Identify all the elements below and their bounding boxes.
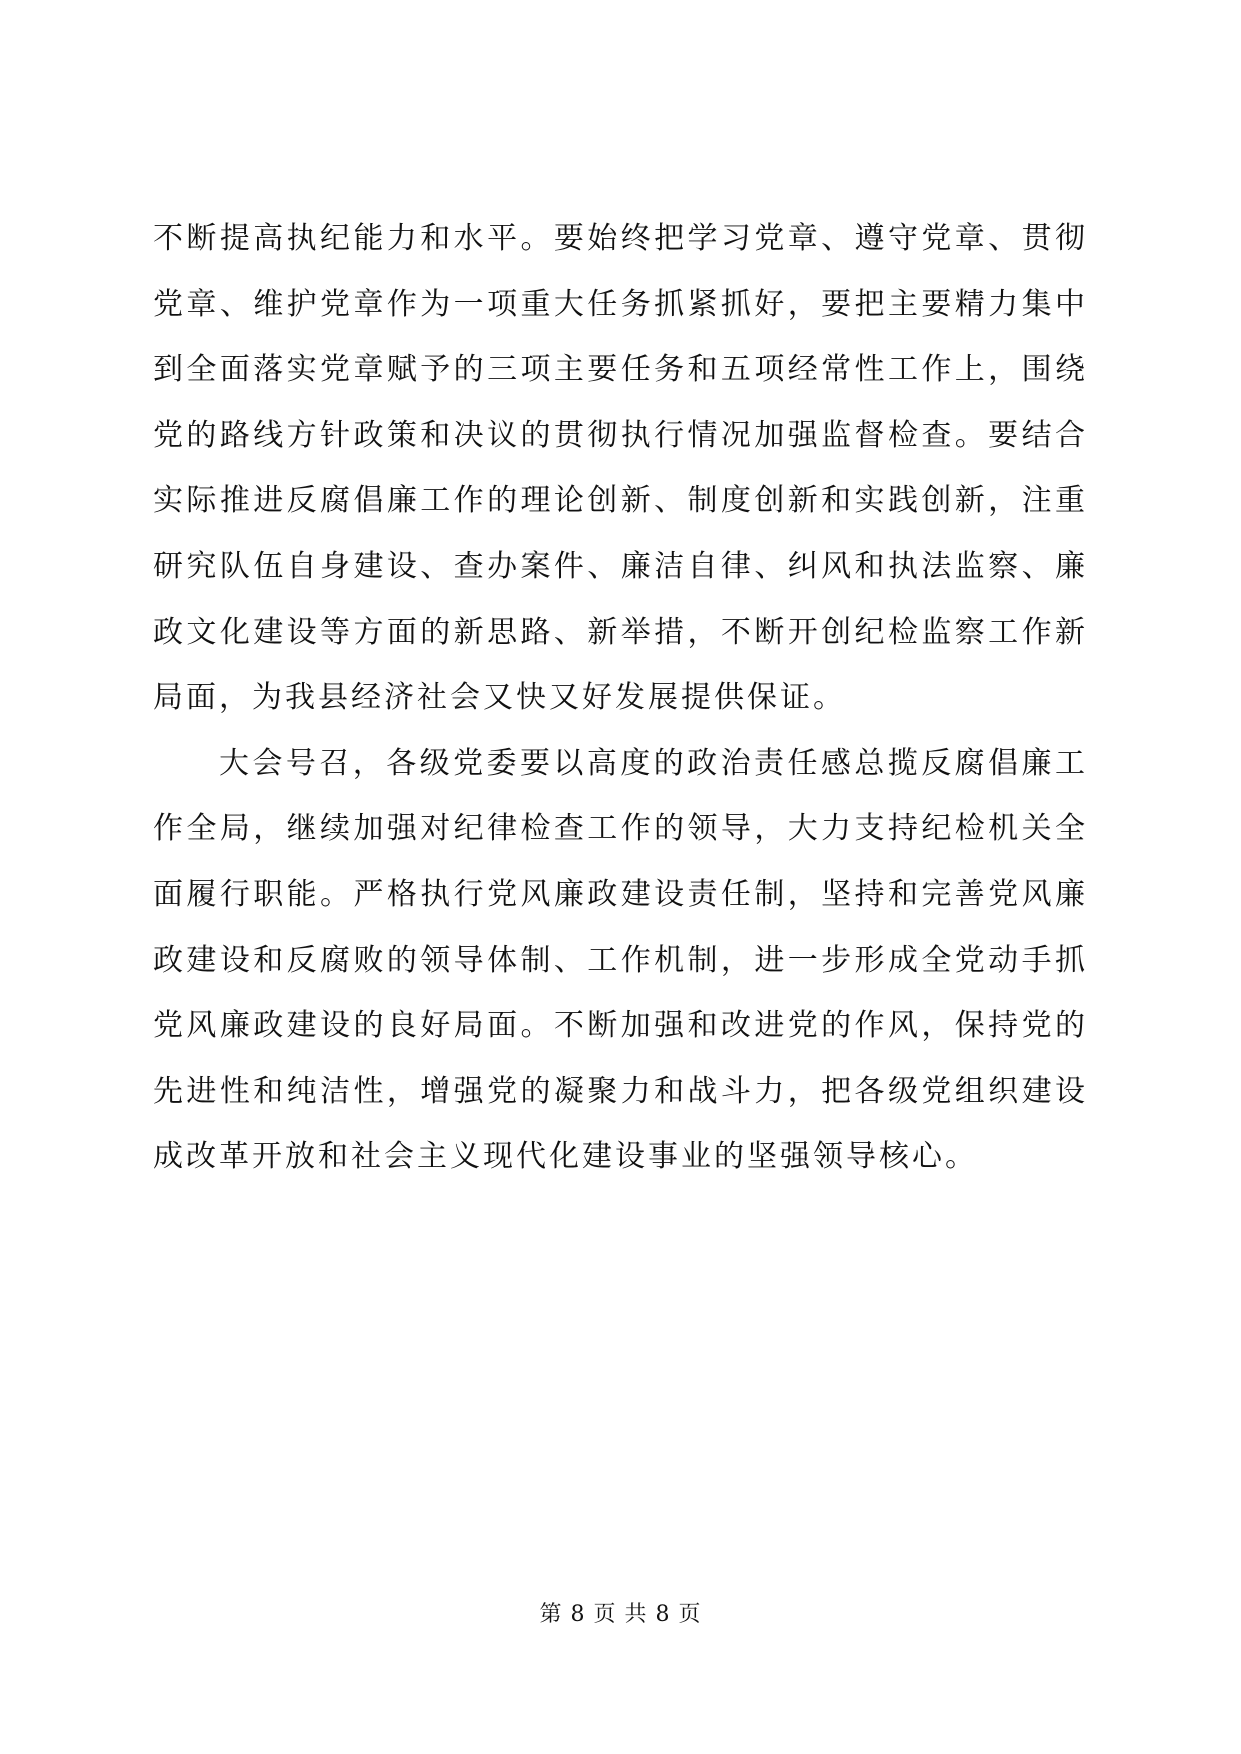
page-number-footer: 第 8 页 共 8 页 bbox=[539, 1602, 702, 1627]
paragraph-conference-call: 大会号召，各级党委要以高度的政治责任感总揽反腐倡廉工作全局，继续加强对纪律检查工作的领导，大力支持纪检机关全面履行职能。严格执行党风廉政建设责任制，坚持和完善党风廉政建设和反腐败的领导体制、工作机制，进一步形成全党动手抓党风廉政建设的良好局面。不断加强和改进党的作风，保持党的先进性和纯洁性，增强党的凝聚力和战斗力，把各级党组织建设成改革开放和社会主义现代化建设事业的坚强领导核心。 bbox=[153, 745, 1088, 1175]
document-body bbox=[153, 206, 1088, 1190]
paragraph-continuation: 不断提高执纪能力和水平。要始终把学习党章、遵守党章、贯彻党章、维护党章作为一项重大任务抓紧抓好，要把主要精力集中到全面落实党章赋予的三项主要任务和五项经常性工作上，围绕党的路线方针政策和决议的贯彻执行情况加强监督检查。要结合实际推进反腐倡廉工作的理论创新、制度创新和实践创新，注重研究队伍自身建设、查办案件、廉洁自律、纠风和执法监察、廉政文化建设等方面的新思路、新举措，不断开创纪检监察工作新局面，为我县经济社会又快又好发展提供保证。 bbox=[153, 221, 1088, 716]
